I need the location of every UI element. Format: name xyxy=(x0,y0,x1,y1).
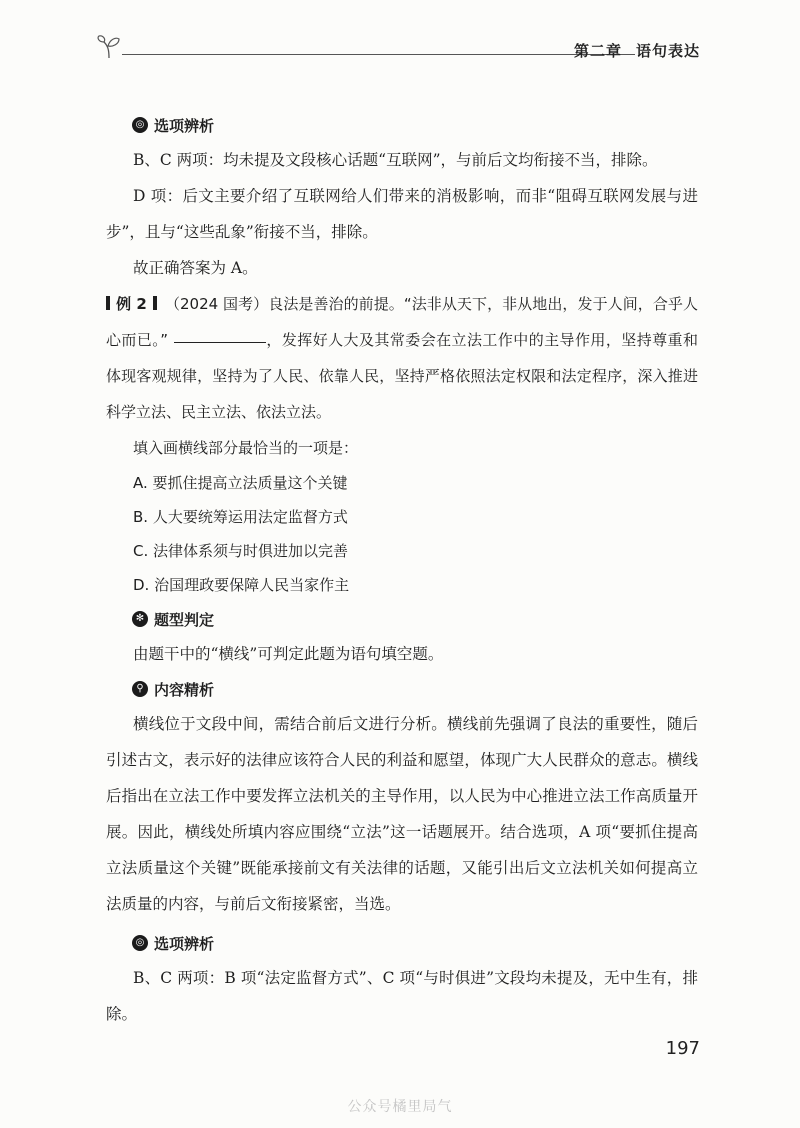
option-b: B. 人大要统筹运用法定监督方式 xyxy=(133,508,348,526)
option-analysis-icon: ◎ xyxy=(132,117,148,133)
option-c: C. 法律体系须与时俱进加以完善 xyxy=(133,542,349,560)
example-source: （2024 国考） xyxy=(164,295,269,313)
paragraph-bc-analysis: B、C 两项：均未提及文段核心话题“互联网”，与前后文均衔接不当，排除。 xyxy=(133,151,658,169)
chapter-number: 第二章 xyxy=(573,42,622,60)
section-heading-type-judgement xyxy=(106,602,698,636)
header-rule xyxy=(122,54,635,55)
paragraph-content-analysis: 横线位于文段中间，需结合前后文进行分析。横线前先强调了良法的重要性，随后引述古文，表示好的法律应该符合人民的利益和愿望，体现广大人民群众的意志。横线后指出在立法工作中要发挥立法机关的主导作用，以人民为中心推进立法工作高质量开展。因此，横线处所填内容应围绕“立法”这一话题展开。结合选项，A 项“要抓住提高立法质量这个关键”既能承接前文有关法律的话题，又能引出后文立法机关如何提高立法质量的内容，与前后文衔接紧密，当选。 xyxy=(106,715,698,913)
section-heading-content-analysis xyxy=(106,672,698,706)
label-bar xyxy=(106,296,110,310)
watermark: 公众号橘里局气 xyxy=(347,1099,453,1115)
fill-in-blank xyxy=(174,341,266,343)
page-header xyxy=(96,30,700,70)
example-text-before: 良法是善治的前提。“法非从天下，非从地出，发于人间，合乎人心而已。” xyxy=(106,295,698,349)
option-analysis-icon: ◎ xyxy=(132,935,148,951)
gear-icon: ✻ xyxy=(132,611,148,627)
example-text-after: ，发挥好人大及其常委会在立法工作中的主导作用，坚持尊重和体现客观规律，坚持为了人民、依靠人民，坚持严格依照法定权限和法定程序，深入推进科学立法、民主立法、依法立法。 xyxy=(106,331,698,421)
page-number: 197 xyxy=(665,1038,700,1059)
section-heading-option-analysis xyxy=(106,108,698,142)
paragraph-type-judgement: 由题干中的“横线”可判定此题为语句填空题。 xyxy=(133,645,444,663)
section-heading-label: 题型判定 xyxy=(154,610,215,629)
page-content xyxy=(106,108,698,1032)
section-heading-label: 内容精析 xyxy=(154,680,215,699)
paragraph-d-analysis: D 项：后文主要介绍了互联网给人们带来的消极影响，而非“阻碍互联网发展与进步”，且与“这些乱象”衔接不当，排除。 xyxy=(106,187,698,241)
paragraph-bc-analysis-2: B、C 两项：B 项“法定监督方式”、C 项“与时俱进”文段均未提及，无中生有，排除。 xyxy=(106,969,698,1023)
option-d: D. 治国理政要保障人民当家作主 xyxy=(133,576,350,594)
chapter-section: 语句表达 xyxy=(635,42,700,60)
paragraph-answer: 故正确答案为 A。 xyxy=(133,259,258,277)
example-label: 例 2 xyxy=(106,295,165,313)
sprout-icon xyxy=(96,34,126,60)
option-a: A. 要抓住提高立法质量这个关键 xyxy=(133,474,348,492)
example-question xyxy=(106,286,698,430)
chapter-title xyxy=(574,40,700,61)
magnifier-icon: ⚲ xyxy=(132,681,148,697)
section-heading-label: 选项辨析 xyxy=(154,934,215,953)
section-heading-option-analysis-2 xyxy=(106,926,698,960)
section-heading-label: 选项辨析 xyxy=(154,116,215,135)
question-prompt: 填入画横线部分最恰当的一项是： xyxy=(133,439,359,457)
label-bar xyxy=(153,296,157,310)
